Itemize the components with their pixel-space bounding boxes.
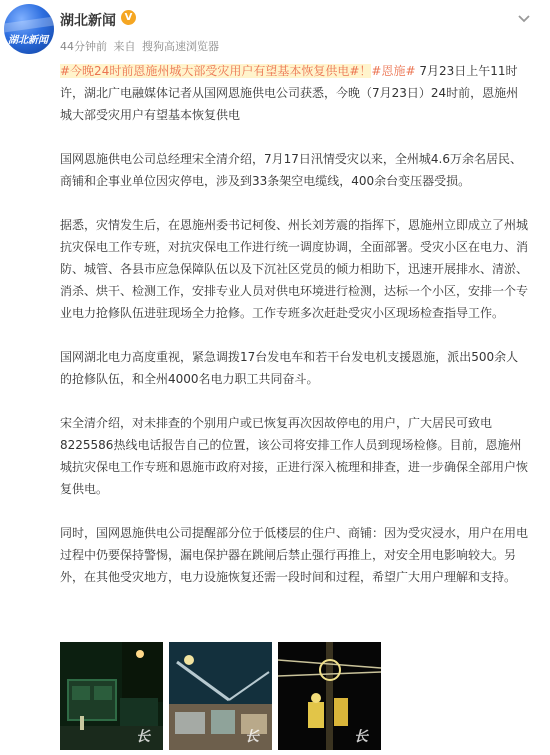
post-source[interactable]: 搜狗高速浏览器 <box>142 40 219 53</box>
paragraph: 国网恩施供电公司总经理宋全清介绍，7月17日汛情受灾以来，全州城4.6万余名居民、商铺和企事业单位因灾停电，涉及到33条架空电缆线，400余台变压器受损。 <box>60 152 522 188</box>
hashtag-place-link[interactable]: #恩施# <box>371 64 416 78</box>
hashtag-exclaim: ！ <box>359 64 372 78</box>
author-name[interactable]: 湖北新闻 <box>60 13 116 29</box>
paragraph: 同时，国网恩施供电公司提醒部分位于低楼层的住户、商铺：因为受灾浸水，用户在用电过程中仍要保持警惕，漏电保护器在跳闸后禁止强行再推上，对安全用电影响较大。另外，在其他受灾地方，电力设施恢复还需一段时间和过程，希望广大用户理解和支持。 <box>60 526 529 584</box>
lead-text: 7月23日上午11时许，湖北广电融媒体记者从国网恩施供电公司获悉，今晚（7月23日）24时前，恩施州城大部受灾用户有望基本恢复供电 <box>60 64 519 122</box>
avatar-logo-text: 湖北新闻 <box>8 35 48 46</box>
verified-badge-icon: V <box>121 10 136 25</box>
paragraph: 宋全清介绍，对未排查的个别用户或已恢复再次因故停电的用户，广大居民可致电8225586热线电话报告自己的位置，该公司将安排工作人员到现场检修。目前，恩施州城抗灾保电工作专班和恩施市政府对接，正进行深入梳理和排查，进一步确保全部用户恢复供电。 <box>60 416 529 496</box>
photo-watermark: 长 <box>245 729 259 745</box>
avatar[interactable] <box>4 4 54 54</box>
post-body <box>60 60 530 610</box>
photo-grid <box>60 642 530 750</box>
hashtag-title-link[interactable]: #今晚24时前恩施州城大部受灾用户有望基本恢复供电# <box>60 64 360 78</box>
photo-watermark: 长 <box>136 729 150 745</box>
post-time[interactable]: 44分钟前 <box>60 40 107 53</box>
photo-thumbnail[interactable] <box>169 642 272 750</box>
chevron-down-icon[interactable] <box>516 10 532 26</box>
photo-watermark: 长 <box>354 729 368 745</box>
post-header <box>0 0 550 58</box>
source-prefix: 来自 <box>113 40 136 53</box>
photo-thumbnail[interactable] <box>278 642 381 750</box>
post-meta <box>60 38 222 54</box>
paragraph: 据悉，灾情发生后，在恩施州委书记柯俊、州长刘芳震的指挥下，恩施州立即成立了州城抗灾保电工作专班，对抗灾保电工作进行统一调度协调，全面部署。受灾小区在电力、消防、城管、各县市应急保障队伍以及下沉社区党员的倾力相助下，迅速开展排水、清淤、消杀、烘干、检测工作，安排专业人员对供电环境进行检测，达标一个小区，安排一个专业电力抢修队伍进驻现场全力抢修。工作专班多次赶赴受灾小区现场检查指导工作。 <box>60 218 529 320</box>
post-lead <box>60 60 530 126</box>
photo-thumbnail[interactable] <box>60 642 163 750</box>
paragraph: 国网湖北电力高度重视，紧急调拨17台发电车和若干台发电机支援恩施，派出500余人的抢修队伍，和全州4000名电力职工共同奋斗。 <box>60 350 519 386</box>
